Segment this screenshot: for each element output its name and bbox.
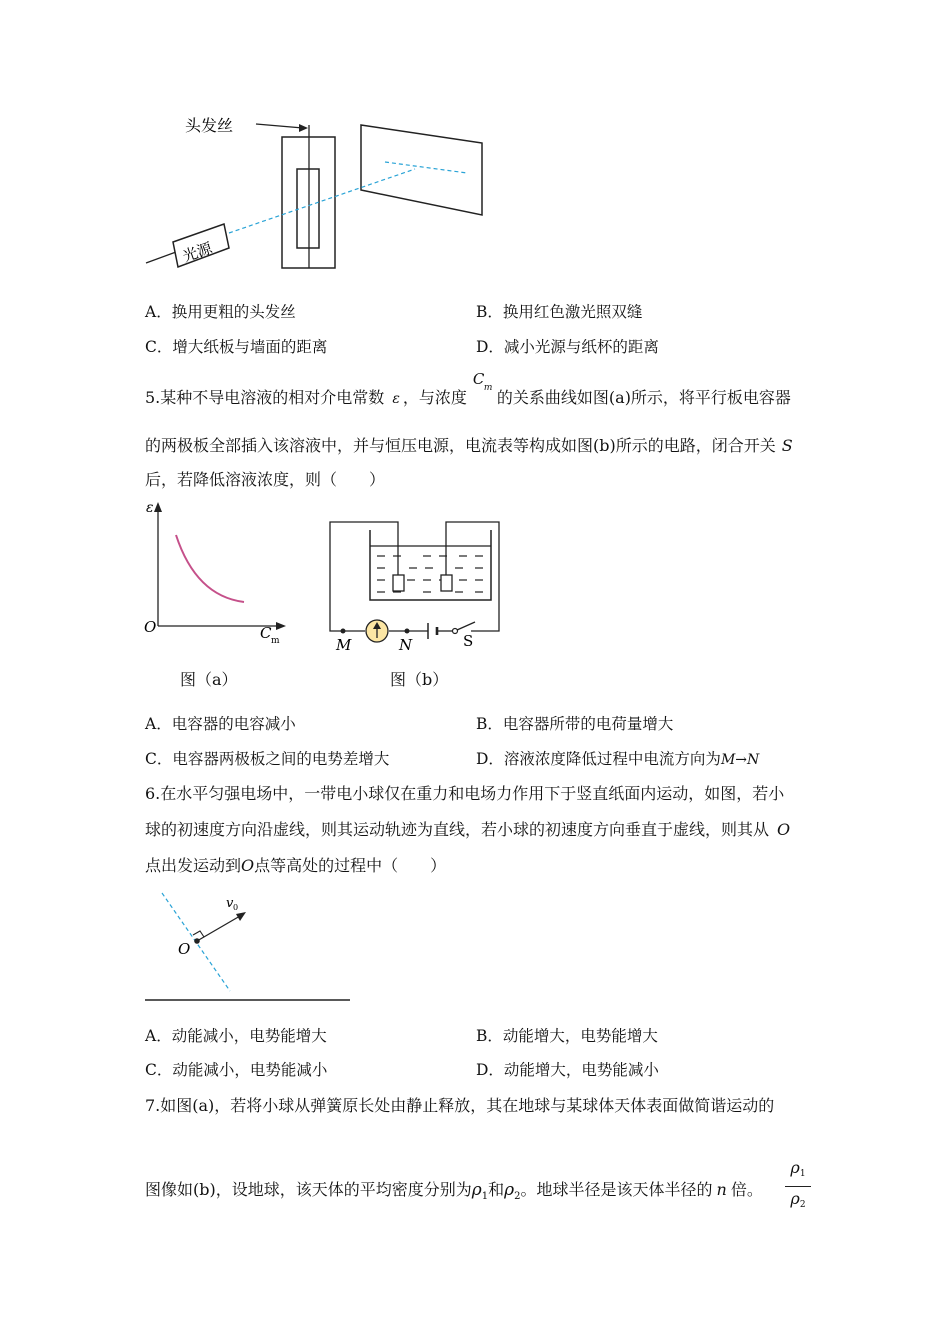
switch-label: S <box>463 632 474 650</box>
cm-axis-label: C <box>260 624 272 642</box>
switch-symbol: S <box>781 436 793 455</box>
q5-figure-a <box>138 498 298 658</box>
origin-label: O <box>144 618 157 636</box>
q5-option-b[interactable]: B．电容器所带的电荷量增大 <box>476 715 674 733</box>
cm-symbol: C m <box>472 370 493 393</box>
cm-axis-sub: m <box>271 636 280 646</box>
q7-stem-line2: 图像如(b)，设地球，该天体的平均密度分别为$\rho_1$和$\rho_2$。地球半径是该天体半径的 n 倍。 <box>145 1180 763 1202</box>
q5-stem-line1 <box>145 370 791 409</box>
q5-option-a[interactable]: A．电容器的电容减小 <box>145 715 296 733</box>
q5-caption-b: 图（b） <box>390 670 449 689</box>
q5-option-c[interactable]: C．电容器两极板之间的电势差增大 <box>145 750 390 768</box>
q6-stem-line3: 点出发运动到O点等高处的过程中（ ） <box>145 856 447 875</box>
q5-option-d[interactable]: D．溶液浓度降低过程中电流方向为M→N <box>476 750 760 768</box>
eps-axis-label: ε <box>146 500 154 516</box>
q5-stem-line3: 后，若降低溶液浓度，则（ ） <box>145 470 386 489</box>
source-label: 光源 <box>180 238 215 266</box>
current-direction: M→N <box>720 752 760 768</box>
q5-stem-line2: 的两极板全部插入该溶液中，并与恒压电源，电流表等构成如图(b)所示的电路，闭合开关 S <box>145 436 793 455</box>
q6-option-a[interactable]: A．动能减小，电势能增大 <box>145 1027 327 1045</box>
point-o-label: O <box>178 940 191 958</box>
epsilon-symbol: ε <box>392 391 400 407</box>
q7-stem-line1: 7.如图(a)，若将小球从弹簧原长处由静止释放，其在地球与某球体天体表面做简谐运动的 <box>145 1096 775 1115</box>
q5-stem-text: ，与浓度 <box>402 388 467 407</box>
rho2-symbol: ρ <box>504 1180 515 1200</box>
q6-figure <box>140 888 360 1008</box>
hair-label: 头发丝 <box>185 116 234 135</box>
q5-figure-b <box>325 520 510 655</box>
v0-sub: 0 <box>233 903 239 912</box>
q5-stem-text: 的关系曲线如图(a)所示，将平行板电容器 <box>496 388 791 407</box>
node-m-label: M <box>336 636 352 654</box>
q6-option-b[interactable]: B．动能增大，电势能增大 <box>476 1027 658 1045</box>
v0-label: v <box>226 896 234 911</box>
q4-figure <box>140 105 500 285</box>
rho1-symbol: ρ <box>471 1180 482 1200</box>
q4-option-c[interactable]: C．增大纸板与墙面的距离 <box>145 338 328 356</box>
rho-ratio-fraction: ρ1 ρ2 <box>785 1158 811 1206</box>
q6-stem-line2: 球的初速度方向沿虚线，则其运动轨迹为直线，若小球的初速度方向垂直于虚线，则其从 O <box>145 820 791 839</box>
q6-option-d[interactable]: D．动能增大，电势能减小 <box>476 1061 659 1079</box>
node-n-label: N <box>399 636 413 654</box>
q4-option-d[interactable]: D．减小光源与纸杯的距离 <box>476 338 659 356</box>
q5-caption-a: 图（a） <box>180 670 238 689</box>
q5-stem-text: 5.某种不导电溶液的相对介电常数 <box>145 388 385 407</box>
q6-option-c[interactable]: C．动能减小，电势能减小 <box>145 1061 328 1079</box>
q6-stem-line1: 6.在水平匀强电场中，一带电小球仅在重力和电场力作用下于竖直纸面内运动，如图，若小 <box>145 784 785 803</box>
q4-option-b[interactable]: B．换用红色激光照双缝 <box>476 303 643 321</box>
q4-option-a[interactable]: A．换用更粗的头发丝 <box>145 303 296 321</box>
